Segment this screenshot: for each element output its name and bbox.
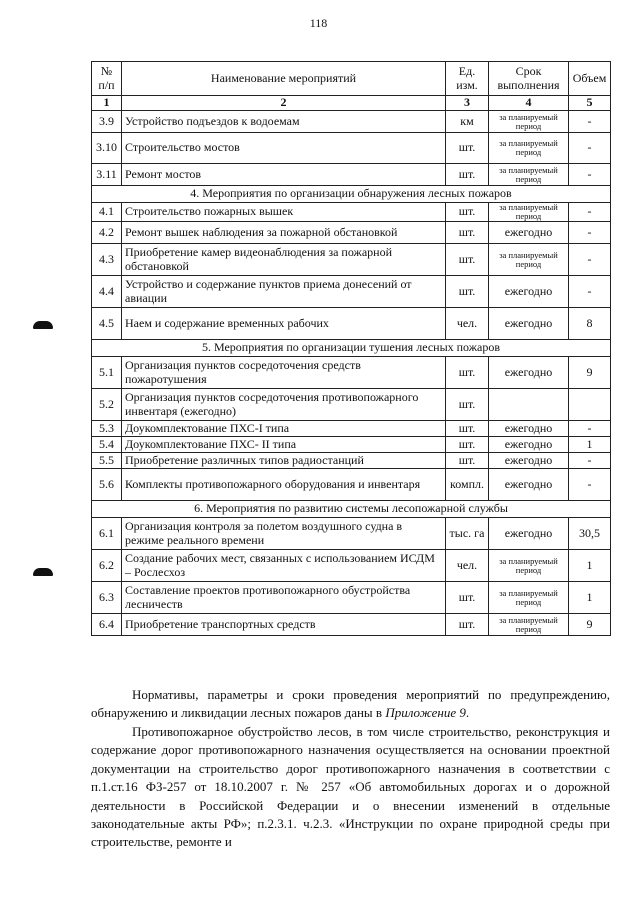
table-row [92,222,611,244]
row-name: Организация пунктов сосредоточения противопожарного инвентаря (ежегодно) [122,389,446,421]
paragraph-roads: Противопожарное обустройство лесов, в том числе строительство, реконструкция и содержание дорог противопожарного назначения осуществляется на основании проектной документации на строительство дорог противопожарного назначения в соответствии с п.1.ст.16 ФЗ-257 от 18.10.2007 г. № 257 «Об автомобильных дорогах и о дорожной деятельности в Российской Федерации и о внесении изменений в отдельные законодательные акты РФ»; п.2.3.1. ч.2.3. «Инструкции по охране природной среды при строительстве, ремонте и [91,724,610,850]
row-name: Доукомплектование ПХС- II типа [122,437,446,453]
row-volume: 1 [569,437,611,453]
row-volume: - [569,469,611,501]
row-name: Строительство пожарных вышек [122,203,446,222]
row-unit: км [446,111,489,133]
table-row [92,111,611,133]
page-number: 118 [309,16,328,30]
row-volume: - [569,244,611,276]
row-name: Ремонт мостов [122,164,446,186]
appendix-reference: Приложение 9 [385,705,466,721]
row-number: 3.10 [92,133,122,164]
row-term: ежегодно [489,437,569,453]
row-volume: - [569,133,611,164]
row-volume: - [569,203,611,222]
row-name: Устройство подъездов к водоемам [122,111,446,133]
row-unit: шт. [446,614,489,636]
row-unit: шт. [446,222,489,244]
row-term: за планируемый период [489,614,569,636]
row-volume: 8 [569,308,611,340]
row-term: за планируемый период [489,111,569,133]
row-term: ежегодно [489,453,569,469]
row-name: Создание рабочих мест, связанных с использованием ИСДМ – Рослесхоз [122,550,446,582]
row-unit: шт. [446,164,489,186]
row-term: за планируемый период [489,164,569,186]
row-unit: компл. [446,469,489,501]
index-cell: 3 [446,96,489,111]
row-term: за планируемый период [489,203,569,222]
row-unit: шт. [446,357,489,389]
row-unit: шт. [446,453,489,469]
row-name: Наем и содержание временных рабочих [122,308,446,340]
row-unit: тыс. га [446,518,489,550]
row-number: 6.3 [92,582,122,614]
row-term: ежегодно [489,518,569,550]
table-row [92,614,611,636]
row-unit: шт. [446,421,489,437]
table-row [92,244,611,276]
section-row [92,340,611,357]
row-term: ежегодно [489,308,569,340]
paragraph-norms [91,686,610,723]
row-term: за планируемый период [489,244,569,276]
row-unit: чел. [446,550,489,582]
paragraph-norms-end: . [465,705,470,721]
row-volume: 9 [569,357,611,389]
row-term: ежегодно [489,357,569,389]
row-number: 4.5 [92,308,122,340]
row-number: 4.3 [92,244,122,276]
table-row [92,308,611,340]
row-term: ежегодно [489,469,569,501]
row-number: 4.4 [92,276,122,308]
row-name: Устройство и содержание пунктов приема донесений от авиации [122,276,446,308]
scan-punch-mark [33,321,53,329]
table-header-row [92,62,611,96]
row-unit: шт. [446,582,489,614]
section-title: 4. Мероприятия по организации обнаружения лесных пожаров [92,186,611,203]
row-number: 3.9 [92,111,122,133]
index-cell: 5 [569,96,611,111]
row-number: 4.1 [92,203,122,222]
row-number: 6.4 [92,614,122,636]
row-name: Комплекты противопожарного оборудования и инвентаря [122,469,446,501]
row-name: Составление проектов противопожарного обустройства лесничеств [122,582,446,614]
row-number: 3.11 [92,164,122,186]
row-term: ежегодно [489,276,569,308]
row-term: за планируемый период [489,582,569,614]
row-number: 5.2 [92,389,122,421]
index-cell: 1 [92,96,122,111]
row-term [489,389,569,421]
row-unit: шт. [446,276,489,308]
row-number: 4.2 [92,222,122,244]
table-row [92,389,611,421]
table-row [92,437,611,453]
row-name: Организация контроля за полетом воздушного судна в режиме реального времени [122,518,446,550]
row-volume: - [569,453,611,469]
header-name: Наименование мероприятий [122,62,446,96]
column-index-row [92,96,611,111]
index-cell: 4 [489,96,569,111]
row-volume: - [569,222,611,244]
row-volume [569,389,611,421]
row-volume: 1 [569,550,611,582]
row-number: 5.3 [92,421,122,437]
section-row [92,501,611,518]
table-row [92,357,611,389]
row-number: 5.5 [92,453,122,469]
row-number: 6.2 [92,550,122,582]
table-row [92,276,611,308]
header-term: Срок выполнения [489,62,569,96]
section-row [92,186,611,203]
table-row [92,518,611,550]
paragraph-norms-text: Нормативы, параметры и сроки проведения мероприятий по предупреждению, обнаружению и ликвидации лесных пожаров даны в [91,687,610,721]
row-number: 5.1 [92,357,122,389]
index-cell: 2 [122,96,446,111]
row-name: Приобретение различных типов радиостанций [122,453,446,469]
row-unit: шт. [446,244,489,276]
row-term: ежегодно [489,421,569,437]
row-name: Приобретение транспортных средств [122,614,446,636]
row-number: 6.1 [92,518,122,550]
fire-measures-table [91,61,611,636]
row-unit: чел. [446,308,489,340]
row-name: Организация пунктов сосредоточения средств пожаротушения [122,357,446,389]
row-unit: шт. [446,389,489,421]
table-row [92,164,611,186]
row-unit: шт. [446,133,489,164]
header-num: № п/п [92,62,122,96]
row-volume: - [569,164,611,186]
table-row [92,469,611,501]
row-volume: - [569,421,611,437]
table-row [92,421,611,437]
header-volume: Объем [569,62,611,96]
table-row [92,550,611,582]
row-unit: шт. [446,437,489,453]
table-row [92,203,611,222]
header-unit: Ед. изм. [446,62,489,96]
table-row [92,453,611,469]
row-name: Ремонт вышек наблюдения за пожарной обстановкой [122,222,446,244]
row-volume: - [569,276,611,308]
row-volume: 1 [569,582,611,614]
row-volume: 30,5 [569,518,611,550]
row-name: Строительство мостов [122,133,446,164]
row-term: за планируемый период [489,133,569,164]
row-name: Доукомплектование ПХС-I типа [122,421,446,437]
scan-punch-mark [33,568,53,576]
row-number: 5.4 [92,437,122,453]
table-body [92,111,611,636]
table-row [92,133,611,164]
row-number: 5.6 [92,469,122,501]
row-unit: шт. [446,203,489,222]
row-name: Приобретение камер видеонаблюдения за пожарной обстановкой [122,244,446,276]
row-term: за планируемый период [489,550,569,582]
table-row [92,582,611,614]
section-title: 5. Мероприятия по организации тушения лесных пожаров [92,340,611,357]
section-title: 6. Мероприятия по развитию системы лесопожарной службы [92,501,611,518]
row-term: ежегодно [489,222,569,244]
row-volume: 9 [569,614,611,636]
row-volume: - [569,111,611,133]
